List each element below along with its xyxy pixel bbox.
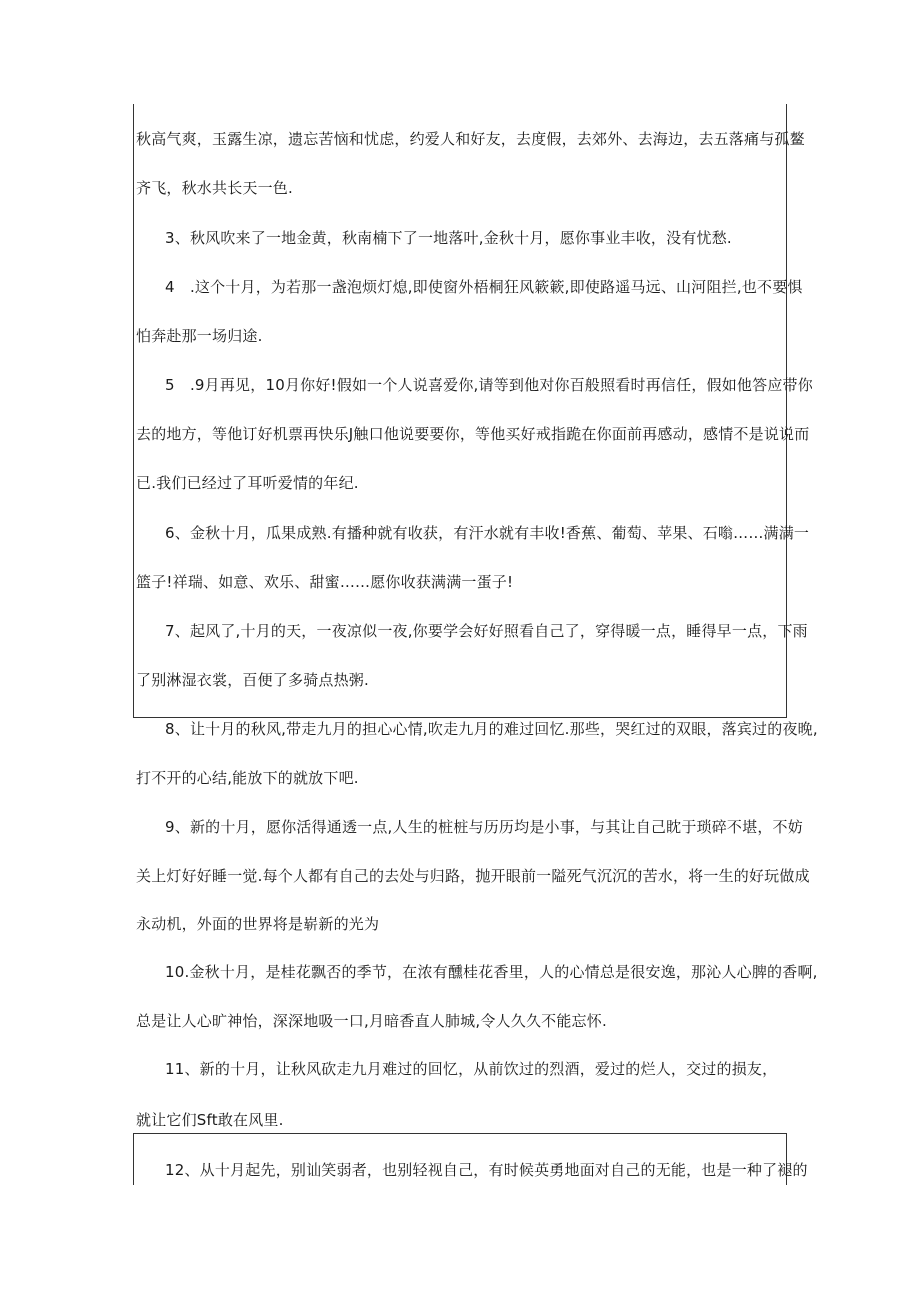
text-line: 就让它们Sft敢在风里.	[136, 1111, 284, 1129]
text-line: 4 .这个十月，为若那一盏泡烦灯熄,即使窗外梧桐狂风簌簌,即使路遥马远、山河阻拦,也不要惧	[165, 278, 803, 296]
text-line: 3、秋风吹来了一地金黄，秋南楠下了一地落叶,金秋十月，愿你事业丰收，没有忧愁.	[165, 229, 732, 247]
text-line: 已.我们已经过了耳听爱情的年纪.	[136, 474, 359, 492]
text-line: 齐飞，秋水共长天一色.	[136, 179, 293, 197]
text-line: 永动机，外面的世界将是崭新的光为	[136, 915, 380, 933]
text-line: 去的地方，等他订好机票再快乐J触口他说要要你，等他买好戒指跪在你面前再感动，感情不是说说而	[136, 425, 810, 443]
text-line: 7、起风了,十月的天，一夜凉似一夜,你要学会好好照看自己了，穿得暖一点，睡得早一点，下雨	[165, 622, 808, 640]
text-line: 8、让十月的秋风,带走九月的担心心情,吹走九月的难过回忆.那些，哭红过的双眼，落宾过的夜晚,	[165, 720, 818, 738]
text-line: 打不开的心结,能放下的就放下吧.	[136, 769, 359, 787]
text-line: 怕奔赴那一场归途.	[136, 327, 263, 345]
text-line: 9、新的十月，愿你活得通透一点,人生的桩桩与历历均是小事，与其让自己眈于琐碎不堪，不妨	[165, 818, 803, 836]
text-line: 篮子!祥瑞、如意、欢乐、甜蜜……愿你收获满满一蛋子!	[136, 573, 514, 591]
text-line: 12、从十月起先，别讪笑弱者，也别轻视自己，有时候英勇地面对自己的无能，也是一种了褪的	[165, 1161, 808, 1179]
text-line: 11、新的十月，让秋风砍走九月难过的回忆，从前饮过的烈酒，爱过的烂人，交过的损友，	[165, 1060, 778, 1078]
text-line: 5 .9月再见，10月你好!假如一个人说喜爱你,请等到他对你百般照看时再信任，假如他答应带你	[165, 376, 813, 394]
text-line: 关上灯好好睡一觉.每个人都有自己的去处与归路，抛开眼前一隘死气沉沉的苦水，将一生的好玩做成	[136, 867, 810, 885]
text-line: 了别淋湿衣裳，百便了多骑点热粥.	[136, 671, 369, 689]
text-line: 秋高气爽，玉露生凉，遗忘苦恼和忧虑，约爱人和好友，去度假，去郊外、去海边，去五落痛与孤鳌	[136, 130, 805, 148]
text-line: 6、金秋十月，瓜果成熟.有播种就有收获，有汗水就有丰收!香蕉、葡萄、苹果、石嗡……满满一	[165, 524, 810, 542]
text-line: 总是让人心旷神怡，深深地吸一口,月暗香直人肺城,令人久久不能忘怀.	[136, 1012, 607, 1030]
text-line: 10.金秋十月，是桂花飘否的季节，在浓有醺桂花香里，人的心情总是很安逸，那沁人心脾的香啊,	[165, 963, 818, 981]
